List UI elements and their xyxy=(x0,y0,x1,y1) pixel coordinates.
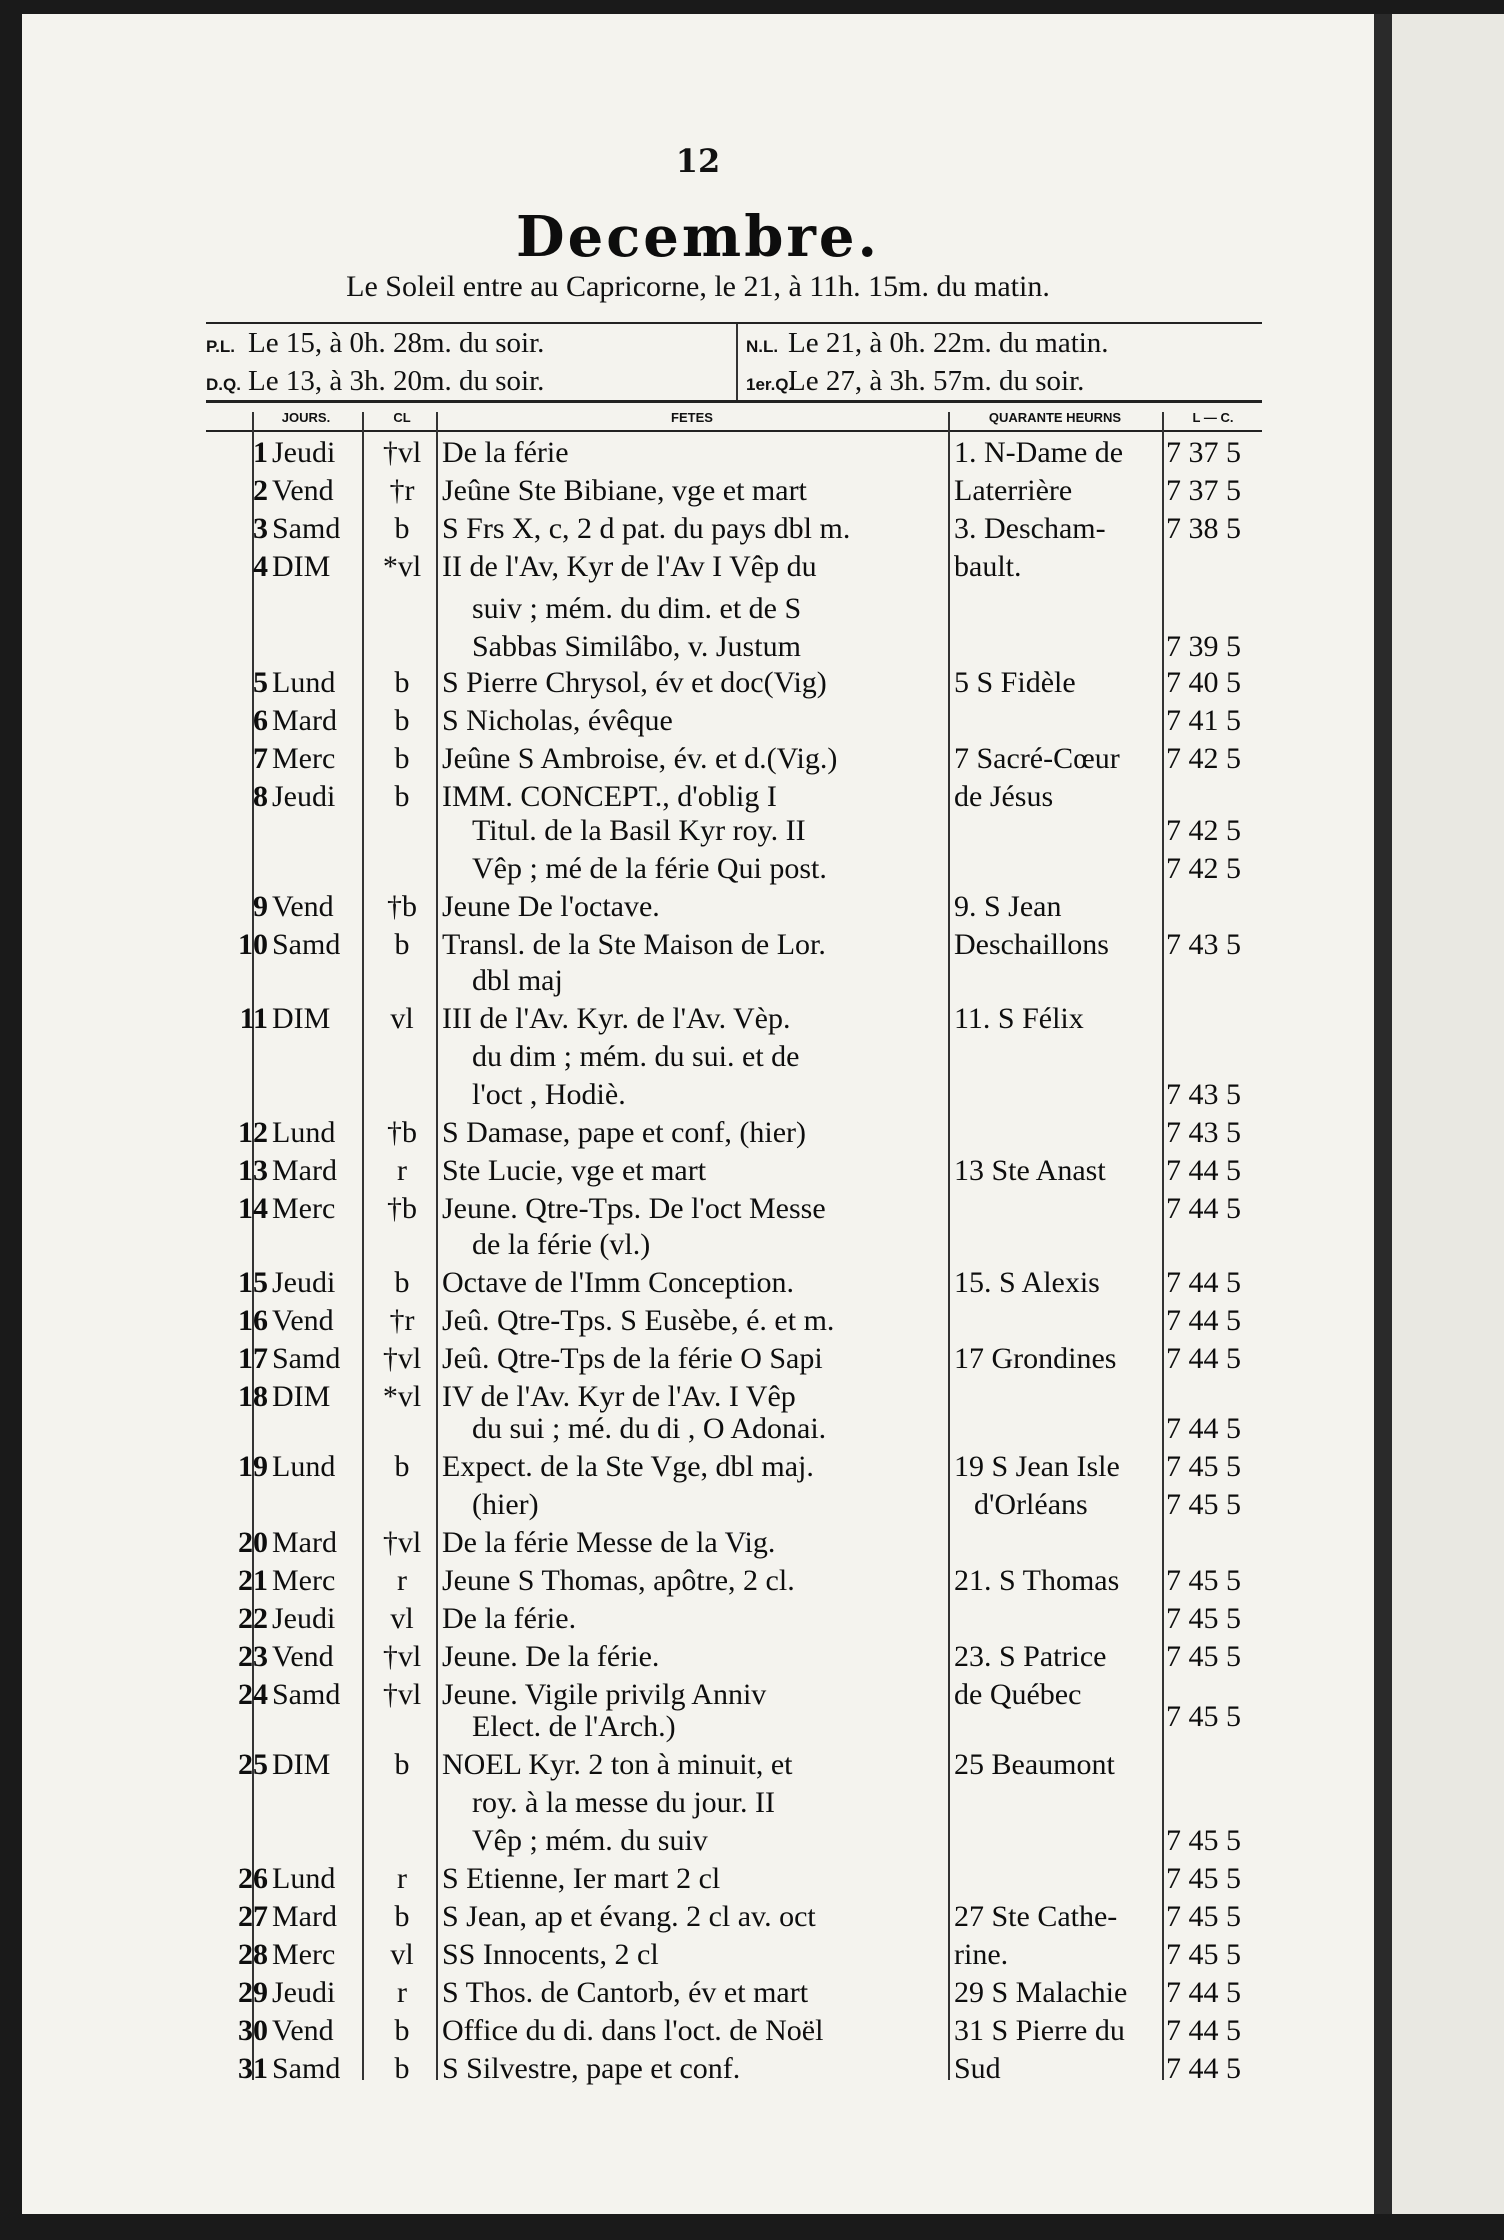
weekday: Samd xyxy=(272,2052,341,2085)
quarante-heures: 21. S Thomas xyxy=(954,1564,1120,1597)
weekday: Mard xyxy=(272,704,337,737)
day-number: 10 xyxy=(238,928,268,961)
almanac-page xyxy=(22,14,1374,2214)
page-edge xyxy=(1374,14,1392,2214)
header-cl: CL xyxy=(393,410,411,425)
feast: De la férie xyxy=(442,436,569,469)
sunrise-time: 7 45 5 xyxy=(1166,1938,1241,1971)
weekday: Lund xyxy=(272,1862,336,1895)
moon-abbr: 1er.Q. xyxy=(746,375,794,394)
liturgical-class: †r xyxy=(389,474,415,507)
moon-text: Le 15, à 0h. 28m. du soir. xyxy=(248,327,545,359)
feast: S Damase, pape et conf, (hier) xyxy=(442,1116,807,1149)
moon-phase-new xyxy=(746,324,1262,362)
liturgical-class: b xyxy=(394,1266,410,1299)
day-number: 7 xyxy=(253,742,268,775)
moon-phase-last-quarter xyxy=(206,362,736,400)
feast: IV de l'Av. Kyr de l'Av. I Vêp xyxy=(442,1380,796,1413)
weekday: Merc xyxy=(272,1938,336,1971)
sunrise-time: 7 41 5 xyxy=(1166,704,1241,737)
feast: Expect. de la Ste Vge, dbl maj. xyxy=(442,1450,814,1483)
day-number: 19 xyxy=(238,1450,268,1483)
day-number: 1 xyxy=(253,436,268,469)
liturgical-class: †b xyxy=(387,1192,417,1225)
liturgical-class: †vl xyxy=(382,436,422,469)
liturgical-class: b xyxy=(394,2052,410,2085)
feast: Jeune. Qtre-Tps. De l'oct Messe xyxy=(442,1192,826,1225)
weekday: Jeudi xyxy=(272,1976,336,2009)
liturgical-class: b xyxy=(394,1450,410,1483)
feast: NOEL Kyr. 2 ton à minuit, et xyxy=(442,1748,793,1781)
quarante-heures: 15. S Alexis xyxy=(954,1266,1100,1299)
liturgical-class: r xyxy=(397,1154,407,1187)
continuation-line: Elect. de l'Arch.) xyxy=(472,1710,676,1743)
moon-text: Le 21, à 0h. 22m. du matin. xyxy=(788,327,1109,359)
sunrise-time: 7 44 5 xyxy=(1166,1154,1241,1187)
continuation-line: Sabbas Similâbo, v. Justum xyxy=(472,630,801,663)
table-header xyxy=(206,404,1262,432)
weekday: Vend xyxy=(272,474,334,507)
day-number: 5 xyxy=(253,666,268,699)
liturgical-class: *vl xyxy=(382,550,422,583)
sunrise-time: 7 40 5 xyxy=(1166,666,1241,699)
liturgical-class: †vl xyxy=(382,1678,422,1711)
column-rule xyxy=(948,412,950,2080)
header-lc: L — C. xyxy=(1192,410,1234,425)
moon-abbr: D.Q. xyxy=(206,375,241,394)
continuation-line: Titul. de la Basil Kyr roy. II xyxy=(472,814,806,847)
liturgical-class: r xyxy=(397,1862,407,1895)
day-number: 4 xyxy=(253,550,268,583)
feast: De la férie. xyxy=(442,1602,577,1635)
page-subtitle: Le Soleil entre au Capricorne, le 21, à 11h. 15m. du matin. xyxy=(346,270,1050,303)
weekday: DIM xyxy=(272,1748,331,1781)
quarante-heures: 13 Ste Anast xyxy=(954,1154,1106,1187)
feast: II de l'Av, Kyr de l'Av I Vêp du xyxy=(442,550,817,583)
liturgical-class: vl xyxy=(390,1938,414,1971)
weekday: Merc xyxy=(272,1564,336,1597)
day-number: 11 xyxy=(239,1002,268,1035)
feast: S Thos. de Cantorb, év et mart xyxy=(442,1976,809,2009)
sunrise-time: 7 44 5 xyxy=(1166,1192,1241,1225)
day-number: 16 xyxy=(238,1304,268,1337)
feast: Ste Lucie, vge et mart xyxy=(442,1154,707,1187)
continuation-line: (hier) xyxy=(472,1488,539,1521)
continuation-line: 7 45 5 xyxy=(1166,1700,1241,1733)
quarante-heures: Deschaillons xyxy=(954,928,1109,961)
day-number: 13 xyxy=(238,1154,268,1187)
feast: Transl. de la Ste Maison de Lor. xyxy=(442,928,826,961)
feast: Jeû. Qtre-Tps de la férie O Sapi xyxy=(442,1342,823,1375)
sunrise-time: 7 43 5 xyxy=(1166,928,1241,961)
moon-phases-left xyxy=(206,324,738,400)
adjacent-page xyxy=(1392,14,1504,2214)
weekday: Merc xyxy=(272,1192,336,1225)
header-fetes: FETES xyxy=(671,410,713,425)
continuation-line: roy. à la messe du jour. II xyxy=(472,1786,775,1819)
weekday: Merc xyxy=(272,742,336,775)
day-number: 30 xyxy=(238,2014,268,2047)
liturgical-class: *vl xyxy=(382,1380,422,1413)
liturgical-class: b xyxy=(394,742,410,775)
page-title: Decembre. xyxy=(516,204,880,270)
feast: S Pierre Chrysol, év et doc(Vig) xyxy=(442,666,827,699)
liturgical-class: b xyxy=(394,2014,410,2047)
liturgical-class: b xyxy=(394,1900,410,1933)
sunrise-time: 7 42 5 xyxy=(1166,742,1241,775)
day-number: 28 xyxy=(238,1938,268,1971)
liturgical-class: r xyxy=(397,1976,407,2009)
quarante-heures: 5 S Fidèle xyxy=(954,666,1076,699)
continuation-line: 7 45 5 xyxy=(1166,1824,1241,1857)
quarante-heures: 3. Descham- xyxy=(954,512,1106,545)
moon-phase-first-quarter xyxy=(746,362,1262,400)
sunrise-time: 7 45 5 xyxy=(1166,1564,1241,1597)
continuation-line: suiv ; mém. du dim. et de S xyxy=(472,592,802,625)
day-number: 12 xyxy=(238,1116,268,1149)
continuation-line: 7 45 5 xyxy=(1166,1488,1241,1521)
liturgical-class: †r xyxy=(389,1304,415,1337)
liturgical-class: r xyxy=(397,1564,407,1597)
weekday: Jeudi xyxy=(272,1602,336,1635)
weekday: Jeudi xyxy=(272,436,336,469)
header-jours: JOURS. xyxy=(281,410,331,425)
liturgical-class: †b xyxy=(387,1116,417,1149)
continuation-line: d'Orléans xyxy=(974,1488,1088,1521)
liturgical-class: b xyxy=(394,512,410,545)
day-number: 22 xyxy=(238,1602,268,1635)
weekday: Mard xyxy=(272,1900,337,1933)
column-rule xyxy=(436,412,438,2080)
continuation-line: 7 39 5 xyxy=(1166,630,1241,663)
liturgical-class: b xyxy=(394,780,410,813)
sunrise-time: 7 45 5 xyxy=(1166,1602,1241,1635)
quarante-heures: 17 Grondines xyxy=(954,1342,1117,1375)
continuation-line: 7 42 5 xyxy=(1166,814,1241,847)
sunrise-time: 7 44 5 xyxy=(1166,2052,1241,2085)
feast: IMM. CONCEPT., d'oblig I xyxy=(442,780,777,813)
day-number: 25 xyxy=(238,1748,268,1781)
quarante-heures: de Jésus xyxy=(954,780,1054,813)
feast: Jeune. De la férie. xyxy=(442,1640,660,1673)
liturgical-class: b xyxy=(394,1748,410,1781)
sunrise-time: 7 37 5 xyxy=(1166,436,1241,469)
weekday: DIM xyxy=(272,1380,331,1413)
liturgical-class: †b xyxy=(387,890,417,923)
continuation-line: 7 42 5 xyxy=(1166,852,1241,885)
weekday: Lund xyxy=(272,666,336,699)
sunrise-time: 7 44 5 xyxy=(1166,1304,1241,1337)
moon-text: Le 27, à 3h. 57m. du soir. xyxy=(788,365,1085,397)
sunrise-time: 7 45 5 xyxy=(1166,1450,1241,1483)
day-number: 31 xyxy=(238,2052,268,2085)
day-number: 29 xyxy=(238,1976,268,2009)
day-number: 20 xyxy=(238,1526,268,1559)
feast: Octave de l'Imm Conception. xyxy=(442,1266,794,1299)
liturgical-class: vl xyxy=(390,1602,414,1635)
quarante-heures: 23. S Patrice xyxy=(954,1640,1107,1673)
weekday: Samd xyxy=(272,1678,341,1711)
continuation-line: du sui ; mé. du di , O Adonai. xyxy=(472,1412,827,1445)
feast: Office du di. dans l'oct. de Noël xyxy=(442,2014,824,2047)
liturgical-class: †vl xyxy=(382,1526,422,1559)
quarante-heures: 19 S Jean Isle xyxy=(954,1450,1120,1483)
sunrise-time: 7 45 5 xyxy=(1166,1640,1241,1673)
day-number: 8 xyxy=(253,780,268,813)
sunrise-time: 7 45 5 xyxy=(1166,1900,1241,1933)
sunrise-time: 7 38 5 xyxy=(1166,512,1241,545)
weekday: Vend xyxy=(272,1304,334,1337)
liturgical-class: b xyxy=(394,928,410,961)
day-number: 21 xyxy=(238,1564,268,1597)
weekday: Mard xyxy=(272,1154,337,1187)
quarante-heures: 25 Beaumont xyxy=(954,1748,1115,1781)
moon-phase-full xyxy=(206,324,736,362)
weekday: Samd xyxy=(272,512,341,545)
weekday: Vend xyxy=(272,1640,334,1673)
sunrise-time: 7 44 5 xyxy=(1166,1976,1241,2009)
sunrise-time: 7 37 5 xyxy=(1166,474,1241,507)
liturgical-class: †vl xyxy=(382,1342,422,1375)
weekday: DIM xyxy=(272,1002,331,1035)
liturgical-class: †vl xyxy=(382,1640,422,1673)
weekday: Samd xyxy=(272,1342,341,1375)
day-number: 18 xyxy=(238,1380,268,1413)
feast: S Silvestre, pape et conf. xyxy=(442,2052,741,2085)
quarante-heures: 11. S Félix xyxy=(954,1002,1084,1035)
feast: Jeune. Vigile privilg Anniv xyxy=(442,1678,767,1711)
moon-abbr: P.L. xyxy=(206,337,235,356)
sunrise-time: 7 44 5 xyxy=(1166,2014,1241,2047)
weekday: Lund xyxy=(272,1450,336,1483)
continuation-line: 7 44 5 xyxy=(1166,1412,1241,1445)
feast: Jeune De l'octave. xyxy=(442,890,660,923)
quarante-heures: 31 S Pierre du xyxy=(954,2014,1125,2047)
day-number: 26 xyxy=(238,1862,268,1895)
sunrise-time: 7 43 5 xyxy=(1166,1116,1241,1149)
feast: De la férie Messe de la Vig. xyxy=(442,1526,776,1559)
feast: S Jean, ap et évang. 2 cl av. oct xyxy=(442,1900,816,1933)
column-rule xyxy=(252,412,254,2080)
continuation-line: l'oct , Hodiè. xyxy=(472,1078,626,1111)
continuation-line: dbl maj xyxy=(472,964,563,997)
feast: S Nicholas, évêque xyxy=(442,704,673,737)
day-number: 23 xyxy=(238,1640,268,1673)
sunrise-time: 7 44 5 xyxy=(1166,1342,1241,1375)
sunrise-time: 7 44 5 xyxy=(1166,1266,1241,1299)
feast: Jeûne S Ambroise, év. et d.(Vig.) xyxy=(442,742,838,775)
continuation-line: du dim ; mém. du sui. et de xyxy=(472,1040,800,1073)
moon-abbr: N.L. xyxy=(746,337,779,356)
quarante-heures: rine. xyxy=(954,1938,1009,1971)
day-number: 24 xyxy=(238,1678,268,1711)
feast: Jeune S Thomas, apôtre, 2 cl. xyxy=(442,1564,795,1597)
weekday: DIM xyxy=(272,550,331,583)
liturgical-class: vl xyxy=(390,1002,414,1035)
moon-text: Le 13, à 3h. 20m. du soir. xyxy=(248,365,545,397)
day-number: 6 xyxy=(253,704,268,737)
quarante-heures: bault. xyxy=(954,550,1022,583)
weekday: Mard xyxy=(272,1526,337,1559)
sunrise-time: 7 45 5 xyxy=(1166,1862,1241,1895)
weekday: Vend xyxy=(272,890,334,923)
feast: Jeûne Ste Bibiane, vge et mart xyxy=(442,474,807,507)
day-number: 27 xyxy=(238,1900,268,1933)
liturgical-class: b xyxy=(394,704,410,737)
weekday: Jeudi xyxy=(272,780,336,813)
moon-phases-right xyxy=(746,324,1262,400)
quarante-heures: 7 Sacré-Cœur xyxy=(954,742,1120,775)
quarante-heures: Laterrière xyxy=(954,474,1073,507)
weekday: Lund xyxy=(272,1116,336,1149)
column-rule xyxy=(362,412,364,2080)
page-number: 12 xyxy=(675,142,721,180)
liturgical-class: b xyxy=(394,666,410,699)
moon-phases xyxy=(206,322,1262,403)
day-number: 2 xyxy=(253,474,268,507)
quarante-heures: de Québec xyxy=(954,1678,1082,1711)
feast: III de l'Av. Kyr. de l'Av. Vèp. xyxy=(442,1002,791,1035)
day-number: 9 xyxy=(253,890,268,923)
quarante-heures: 1. N-Dame de xyxy=(954,436,1124,469)
continuation-line: de la férie (vl.) xyxy=(472,1228,651,1261)
day-number: 3 xyxy=(253,512,268,545)
feast: S Frs X, c, 2 d pat. du pays dbl m. xyxy=(442,512,851,545)
day-number: 14 xyxy=(238,1192,268,1225)
continuation-line: 7 43 5 xyxy=(1166,1078,1241,1111)
feast: Jeû. Qtre-Tps. S Eusèbe, é. et m. xyxy=(442,1304,835,1337)
weekday: Vend xyxy=(272,2014,334,2047)
weekday: Jeudi xyxy=(272,1266,336,1299)
quarante-heures: 27 Ste Cathe- xyxy=(954,1900,1118,1933)
feast: SS Innocents, 2 cl xyxy=(442,1938,659,1971)
quarante-heures: 29 S Malachie xyxy=(954,1976,1128,2009)
day-number: 17 xyxy=(238,1342,268,1375)
column-rule xyxy=(1162,412,1164,2080)
day-number: 15 xyxy=(238,1266,268,1299)
continuation-line: Vêp ; mém. du suiv xyxy=(472,1824,708,1857)
weekday: Samd xyxy=(272,928,341,961)
continuation-line: Vêp ; mé de la férie Qui post. xyxy=(472,852,827,885)
feast: S Etienne, Ier mart 2 cl xyxy=(442,1862,721,1895)
header-quarante: QUARANTE HEURNS xyxy=(988,410,1122,425)
quarante-heures: 9. S Jean xyxy=(954,890,1062,923)
quarante-heures: Sud xyxy=(954,2052,1001,2085)
